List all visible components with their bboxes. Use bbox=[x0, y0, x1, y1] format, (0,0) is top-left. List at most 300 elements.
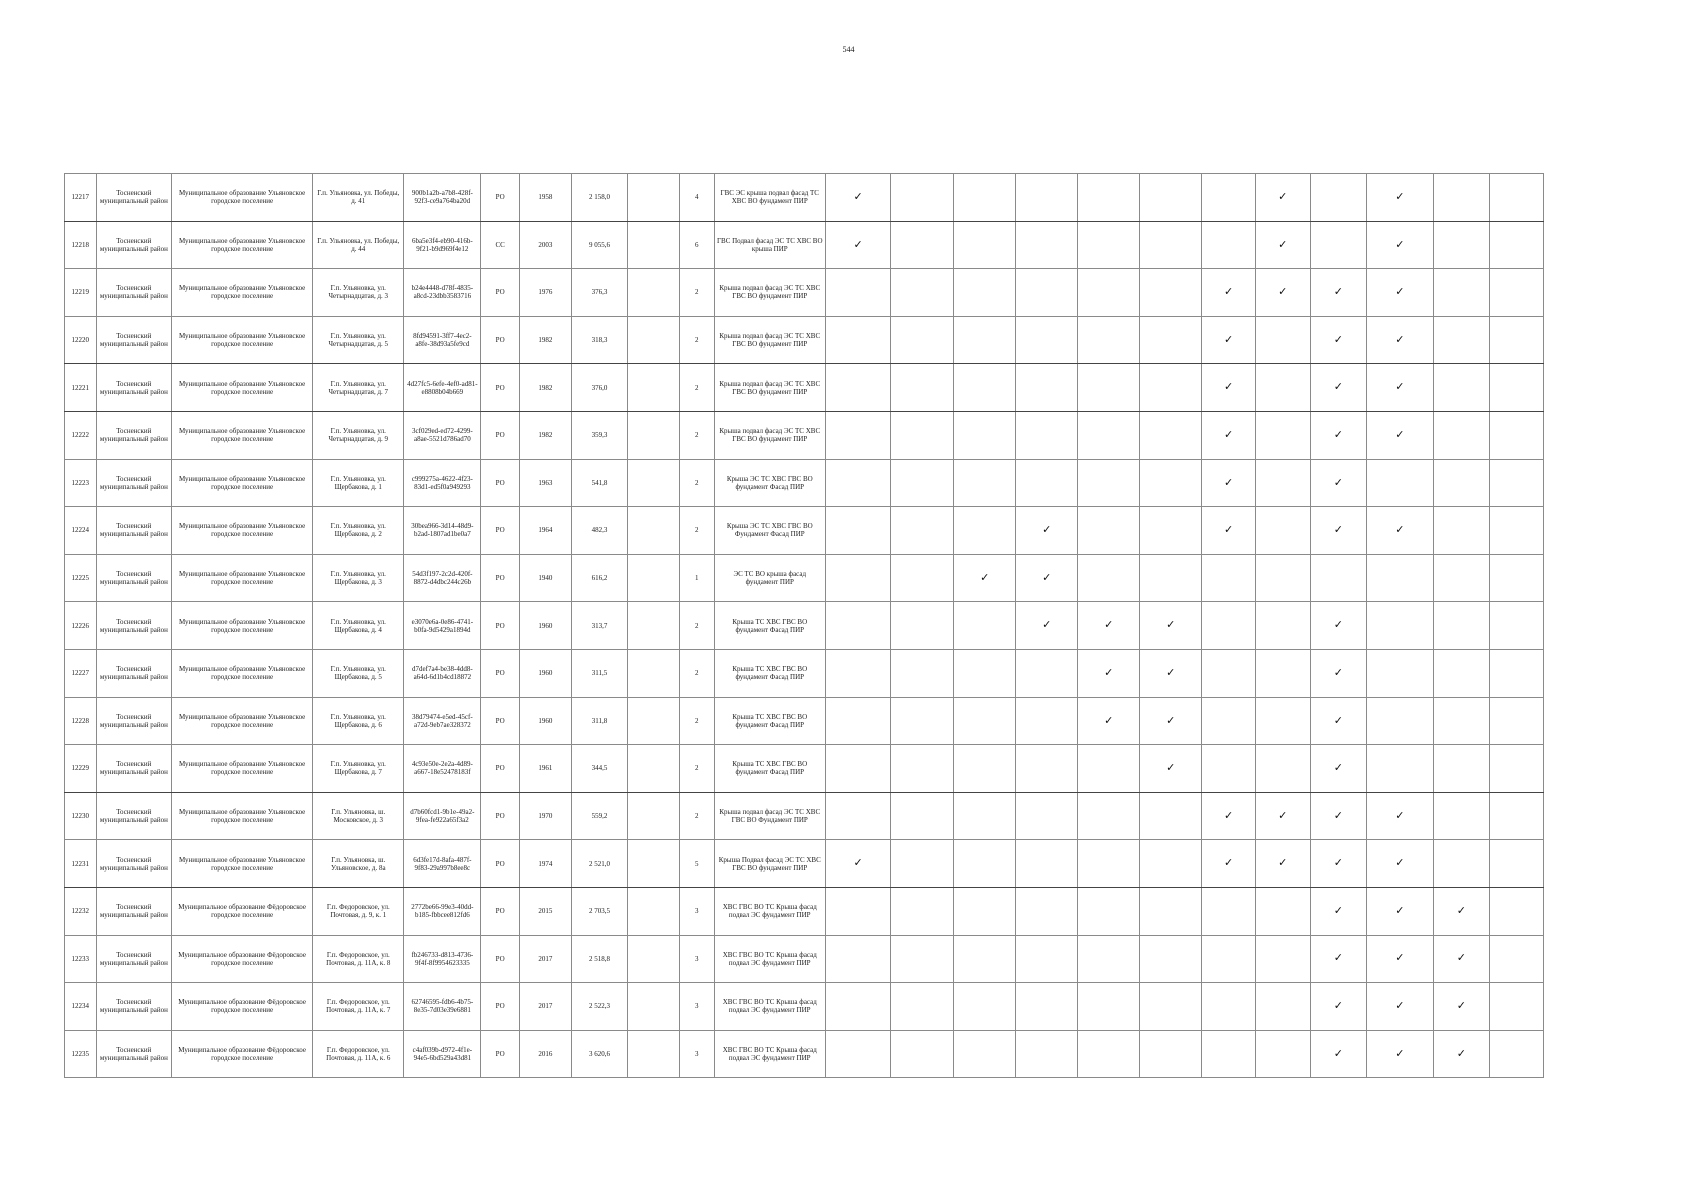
row-number: 12224 bbox=[65, 507, 97, 555]
work-check-cell bbox=[1433, 554, 1490, 602]
work-check-cell bbox=[954, 935, 1016, 983]
work-check-cell bbox=[1310, 364, 1367, 412]
check-mark-icon: ✓ bbox=[1223, 380, 1234, 394]
check-mark-icon: ✓ bbox=[1395, 903, 1405, 917]
district-name: Тосненский муниципальный район bbox=[96, 411, 172, 459]
works-list: ХВС ГВС ВО ТС Крыша фасад подвал ЭС фундамент ПИР bbox=[714, 887, 825, 935]
check-mark-icon: ✓ bbox=[1042, 570, 1052, 584]
table-row bbox=[65, 697, 1544, 745]
work-check-cell bbox=[1016, 697, 1078, 745]
municipality-name: Муниципальное образование Ульяновское городское поселение bbox=[172, 507, 313, 555]
district-name: Тосненский муниципальный район bbox=[96, 1030, 172, 1078]
check-mark-icon: ✓ bbox=[1395, 237, 1405, 251]
work-check-cell bbox=[1078, 221, 1140, 269]
house-guid: c999275a-4622-4f23-83d1-ed5f0a949293 bbox=[404, 459, 481, 507]
row-number: 12229 bbox=[65, 745, 97, 793]
work-check-cell bbox=[825, 649, 890, 697]
check-mark-icon: ✓ bbox=[1333, 665, 1344, 679]
work-check-cell bbox=[1202, 887, 1256, 935]
district-name: Тосненский муниципальный район bbox=[96, 840, 172, 888]
work-check-cell bbox=[1016, 364, 1078, 412]
empty-cell bbox=[628, 269, 680, 317]
work-check-cell bbox=[1367, 364, 1433, 412]
floor-count: 1 bbox=[679, 554, 714, 602]
management-form: РО bbox=[481, 649, 520, 697]
construction-year: 1940 bbox=[520, 554, 572, 602]
work-check-cell bbox=[1140, 792, 1202, 840]
municipality-name: Муниципальное образование Ульяновское городское поселение bbox=[172, 316, 313, 364]
work-check-cell bbox=[1255, 602, 1310, 650]
work-check-cell bbox=[1016, 269, 1078, 317]
total-area: 482,3 bbox=[571, 507, 628, 555]
work-check-cell bbox=[1310, 745, 1367, 793]
work-check-cell bbox=[1367, 745, 1433, 793]
district-name: Тосненский муниципальный район bbox=[96, 602, 172, 650]
total-area: 3 620,6 bbox=[571, 1030, 628, 1078]
floor-count: 2 bbox=[679, 459, 714, 507]
row-number: 12227 bbox=[65, 649, 97, 697]
work-check-cell bbox=[1367, 1030, 1433, 1078]
work-check-cell bbox=[1433, 745, 1490, 793]
address: Г.п. Ульяновка, ул. Четырнадцатая, д. 9 bbox=[313, 411, 404, 459]
work-check-cell bbox=[891, 745, 954, 793]
address: Г.п. Ульяновка, ул. Победы, д. 44 bbox=[313, 221, 404, 269]
construction-year: 1960 bbox=[520, 697, 572, 745]
construction-year: 1976 bbox=[520, 269, 572, 317]
work-check-cell bbox=[1255, 649, 1310, 697]
floor-count: 2 bbox=[679, 411, 714, 459]
work-check-cell bbox=[1202, 745, 1256, 793]
municipality-name: Муниципальное образование Ульяновское городское поселение bbox=[172, 269, 313, 317]
check-mark-icon: ✓ bbox=[1223, 427, 1234, 441]
management-form: РО bbox=[481, 935, 520, 983]
district-name: Тосненский муниципальный район bbox=[96, 221, 172, 269]
works-list: ЭС ТС ВО крыша фасад фундамент ПИР bbox=[714, 554, 825, 602]
total-area: 616,2 bbox=[571, 554, 628, 602]
construction-year: 1974 bbox=[520, 840, 572, 888]
work-check-cell bbox=[1367, 840, 1433, 888]
empty-cell bbox=[628, 649, 680, 697]
house-guid: 6ba5e3f4-eb90-416b-9f21-b9d969f4e12 bbox=[404, 221, 481, 269]
work-check-cell bbox=[1140, 269, 1202, 317]
work-check-cell bbox=[825, 411, 890, 459]
work-check-cell bbox=[1490, 364, 1544, 412]
work-check-cell bbox=[891, 459, 954, 507]
work-check-cell bbox=[825, 1030, 890, 1078]
work-check-cell bbox=[891, 649, 954, 697]
municipality-name: Муниципальное образование Ульяновское городское поселение bbox=[172, 602, 313, 650]
work-check-cell bbox=[954, 316, 1016, 364]
check-mark-icon: ✓ bbox=[1223, 856, 1234, 870]
district-name: Тосненский муниципальный район bbox=[96, 697, 172, 745]
work-check-cell bbox=[1310, 887, 1367, 935]
work-check-cell bbox=[1490, 887, 1544, 935]
construction-year: 1958 bbox=[520, 174, 572, 222]
works-list: Крыша ТС ХВС ГВС ВО фундамент Фасад ПИР bbox=[714, 745, 825, 793]
work-check-cell bbox=[1202, 602, 1256, 650]
address: Г.п. Федоровское, ул. Почтовая, д. 11А, к. 7 bbox=[313, 983, 404, 1031]
work-check-cell bbox=[1016, 411, 1078, 459]
address: Г.п. Ульяновка, ш. Московское, д. 3 bbox=[313, 792, 404, 840]
work-check-cell bbox=[954, 221, 1016, 269]
house-guid: 62746595-fdb6-4b75-8e35-7d03e39e6881 bbox=[404, 983, 481, 1031]
check-mark-icon: ✓ bbox=[1104, 665, 1114, 679]
work-check-cell bbox=[891, 983, 954, 1031]
municipality-name: Муниципальное образование Ульяновское городское поселение bbox=[172, 840, 313, 888]
row-number: 12234 bbox=[65, 983, 97, 1031]
municipality-name: Муниципальное образование Фёдоровское городское поселение bbox=[172, 1030, 313, 1078]
check-mark-icon: ✓ bbox=[1333, 808, 1344, 822]
municipality-name: Муниципальное образование Фёдоровское городское поселение bbox=[172, 983, 313, 1031]
construction-year: 1961 bbox=[520, 745, 572, 793]
work-check-cell bbox=[1202, 364, 1256, 412]
check-mark-icon: ✓ bbox=[1166, 761, 1176, 775]
work-check-cell bbox=[891, 507, 954, 555]
work-check-cell bbox=[1140, 507, 1202, 555]
work-check-cell bbox=[1202, 649, 1256, 697]
check-mark-icon: ✓ bbox=[1166, 665, 1176, 679]
work-check-cell bbox=[825, 602, 890, 650]
municipality-name: Муниципальное образование Ульяновское городское поселение bbox=[172, 411, 313, 459]
row-number: 12223 bbox=[65, 459, 97, 507]
work-check-cell bbox=[1255, 459, 1310, 507]
house-guid: 6d3fe17d-8afa-487f-9f83-29a997b8ee8c bbox=[404, 840, 481, 888]
work-check-cell bbox=[825, 269, 890, 317]
page-number: 544 bbox=[842, 45, 855, 54]
work-check-cell bbox=[1078, 174, 1140, 222]
total-area: 359,3 bbox=[571, 411, 628, 459]
table-row bbox=[65, 221, 1544, 269]
municipality-name: Муниципальное образование Ульяновское городское поселение bbox=[172, 792, 313, 840]
address: Г.п. Ульяновка, ул. Щербакова, д. 7 bbox=[313, 745, 404, 793]
works-list: ХВС ГВС ВО ТС Крыша фасад подвал ЭС фундамент ПИР bbox=[714, 983, 825, 1031]
construction-year: 2017 bbox=[520, 983, 572, 1031]
address: Г.п. Ульяновка, ул. Щербакова, д. 5 bbox=[313, 649, 404, 697]
check-mark-icon: ✓ bbox=[1223, 808, 1234, 822]
work-check-cell bbox=[1490, 935, 1544, 983]
floor-count: 2 bbox=[679, 602, 714, 650]
work-check-cell bbox=[891, 316, 954, 364]
house-guid: 900b1a2b-a7b8-428f-92f3-ce9a764ba20d bbox=[404, 174, 481, 222]
check-mark-icon: ✓ bbox=[1278, 237, 1288, 251]
work-check-cell bbox=[954, 983, 1016, 1031]
work-check-cell bbox=[1490, 507, 1544, 555]
empty-cell bbox=[628, 174, 680, 222]
check-mark-icon: ✓ bbox=[1395, 951, 1405, 965]
empty-cell bbox=[628, 792, 680, 840]
work-check-cell bbox=[954, 745, 1016, 793]
check-mark-icon: ✓ bbox=[1333, 1046, 1344, 1060]
construction-year: 2017 bbox=[520, 935, 572, 983]
empty-cell bbox=[628, 554, 680, 602]
total-area: 2 703,5 bbox=[571, 887, 628, 935]
work-check-cell bbox=[1310, 221, 1367, 269]
address: Г.п. Федоровское, ул. Почтовая, д. 11А, к. 6 bbox=[313, 1030, 404, 1078]
house-guid: 2772be66-99e3-40dd-b185-fbbcee812fd6 bbox=[404, 887, 481, 935]
work-check-cell bbox=[1433, 174, 1490, 222]
district-name: Тосненский муниципальный район bbox=[96, 745, 172, 793]
management-form: РО bbox=[481, 983, 520, 1031]
work-check-cell bbox=[1490, 983, 1544, 1031]
works-list: Крыша ТС ХВС ГВС ВО фундамент Фасад ПИР bbox=[714, 649, 825, 697]
works-list: ХВС ГВС ВО ТС Крыша фасад подвал ЭС фундамент ПИР bbox=[714, 1030, 825, 1078]
address: Г.п. Ульяновка, ул. Щербакова, д. 6 bbox=[313, 697, 404, 745]
work-check-cell bbox=[954, 459, 1016, 507]
work-check-cell bbox=[1140, 316, 1202, 364]
work-check-cell bbox=[1016, 792, 1078, 840]
table-row bbox=[65, 269, 1544, 317]
work-check-cell bbox=[954, 792, 1016, 840]
work-check-cell bbox=[1140, 840, 1202, 888]
row-number: 12220 bbox=[65, 316, 97, 364]
work-check-cell bbox=[1367, 269, 1433, 317]
table-row bbox=[65, 316, 1544, 364]
check-mark-icon: ✓ bbox=[1042, 523, 1052, 537]
work-check-cell bbox=[1490, 745, 1544, 793]
works-list: Крыша Подвал фасад ЭС ТС ХВС ГВС ВО фундамент ПИР bbox=[714, 840, 825, 888]
work-check-cell bbox=[1255, 745, 1310, 793]
check-mark-icon: ✓ bbox=[1223, 285, 1234, 299]
management-form: РО bbox=[481, 364, 520, 412]
empty-cell bbox=[628, 507, 680, 555]
floor-count: 2 bbox=[679, 269, 714, 317]
row-number: 12222 bbox=[65, 411, 97, 459]
construction-year: 1982 bbox=[520, 411, 572, 459]
works-list: Крыша подвал фасад ЭС ТС ХВС ГВС ВО фундамент ПИР bbox=[714, 411, 825, 459]
work-check-cell bbox=[1016, 554, 1078, 602]
work-check-cell bbox=[1016, 459, 1078, 507]
work-check-cell bbox=[1202, 411, 1256, 459]
work-check-cell bbox=[1367, 316, 1433, 364]
work-check-cell bbox=[1255, 221, 1310, 269]
work-check-cell bbox=[1016, 887, 1078, 935]
work-check-cell bbox=[1140, 602, 1202, 650]
work-check-cell bbox=[825, 935, 890, 983]
check-mark-icon: ✓ bbox=[1333, 523, 1344, 537]
work-check-cell bbox=[1367, 649, 1433, 697]
work-check-cell bbox=[1078, 316, 1140, 364]
table-row bbox=[65, 507, 1544, 555]
work-check-cell bbox=[954, 554, 1016, 602]
works-list: Крыша подвал фасад ЭС ТС ХВС ГВС ВО фундамент ПИР bbox=[714, 316, 825, 364]
house-guid: 4c93e50e-2e2a-4d89-a667-18e52478183f bbox=[404, 745, 481, 793]
check-mark-icon: ✓ bbox=[1395, 523, 1405, 537]
work-check-cell bbox=[1078, 935, 1140, 983]
work-check-cell bbox=[1016, 745, 1078, 793]
floor-count: 2 bbox=[679, 364, 714, 412]
total-area: 9 055,6 bbox=[571, 221, 628, 269]
district-name: Тосненский муниципальный район bbox=[96, 364, 172, 412]
table-row bbox=[65, 649, 1544, 697]
row-number: 12219 bbox=[65, 269, 97, 317]
total-area: 311,5 bbox=[571, 649, 628, 697]
works-list: ГВС ЭС крыша подвал фасад ТС ХВС ВО фундамент ПИР bbox=[714, 174, 825, 222]
work-check-cell bbox=[825, 221, 890, 269]
work-check-cell bbox=[1310, 554, 1367, 602]
work-check-cell bbox=[1367, 459, 1433, 507]
management-form: РО bbox=[481, 459, 520, 507]
work-check-cell bbox=[1078, 554, 1140, 602]
row-number: 12232 bbox=[65, 887, 97, 935]
work-check-cell bbox=[1016, 174, 1078, 222]
check-mark-icon: ✓ bbox=[853, 237, 863, 251]
work-check-cell bbox=[1202, 316, 1256, 364]
table-row bbox=[65, 459, 1544, 507]
work-check-cell bbox=[1310, 459, 1367, 507]
work-check-cell bbox=[1433, 792, 1490, 840]
row-number: 12217 bbox=[65, 174, 97, 222]
management-form: РО bbox=[481, 174, 520, 222]
work-check-cell bbox=[825, 983, 890, 1031]
work-check-cell bbox=[1490, 602, 1544, 650]
floor-count: 2 bbox=[679, 316, 714, 364]
table-body bbox=[65, 174, 1544, 1078]
total-area: 2 521,0 bbox=[571, 840, 628, 888]
floor-count: 3 bbox=[679, 887, 714, 935]
work-check-cell bbox=[825, 459, 890, 507]
work-check-cell bbox=[1202, 697, 1256, 745]
row-number: 12233 bbox=[65, 935, 97, 983]
house-guid: 8fd94591-3ff7-4ec2-a8fe-38d93a5fe9cd bbox=[404, 316, 481, 364]
work-check-cell bbox=[1016, 983, 1078, 1031]
address: Г.п. Ульяновка, ул. Четырнадцатая, д. 5 bbox=[313, 316, 404, 364]
empty-cell bbox=[628, 459, 680, 507]
row-number: 12218 bbox=[65, 221, 97, 269]
total-area: 2 518,8 bbox=[571, 935, 628, 983]
empty-cell bbox=[628, 221, 680, 269]
work-check-cell bbox=[1255, 840, 1310, 888]
check-mark-icon: ✓ bbox=[1166, 713, 1176, 727]
work-check-cell bbox=[1016, 221, 1078, 269]
district-name: Тосненский муниципальный район bbox=[96, 174, 172, 222]
district-name: Тосненский муниципальный район bbox=[96, 269, 172, 317]
work-check-cell bbox=[1078, 411, 1140, 459]
check-mark-icon: ✓ bbox=[1333, 475, 1344, 489]
table-row bbox=[65, 745, 1544, 793]
work-check-cell bbox=[1202, 554, 1256, 602]
municipality-name: Муниципальное образование Ульяновское городское поселение bbox=[172, 174, 313, 222]
district-name: Тосненский муниципальный район bbox=[96, 459, 172, 507]
work-check-cell bbox=[825, 554, 890, 602]
check-mark-icon: ✓ bbox=[1223, 523, 1234, 537]
house-guid: d7def7a4-be38-4dd8-a64d-6d1b4cd18872 bbox=[404, 649, 481, 697]
work-check-cell bbox=[1255, 935, 1310, 983]
management-form: РО bbox=[481, 792, 520, 840]
work-check-cell bbox=[1078, 792, 1140, 840]
work-check-cell bbox=[1202, 221, 1256, 269]
check-mark-icon: ✓ bbox=[1333, 761, 1344, 775]
address: Г.п. Ульяновка, ул. Щербакова, д. 4 bbox=[313, 602, 404, 650]
total-area: 311,8 bbox=[571, 697, 628, 745]
check-mark-icon: ✓ bbox=[1333, 380, 1344, 394]
total-area: 2 522,3 bbox=[571, 983, 628, 1031]
work-check-cell bbox=[1140, 364, 1202, 412]
check-mark-icon: ✓ bbox=[1456, 999, 1466, 1013]
table-row bbox=[65, 554, 1544, 602]
municipality-name: Муниципальное образование Фёдоровское городское поселение bbox=[172, 935, 313, 983]
work-check-cell bbox=[1078, 269, 1140, 317]
management-form: СС bbox=[481, 221, 520, 269]
work-check-cell bbox=[825, 507, 890, 555]
work-check-cell bbox=[891, 364, 954, 412]
work-check-cell bbox=[825, 792, 890, 840]
check-mark-icon: ✓ bbox=[1456, 951, 1466, 965]
work-check-cell bbox=[1078, 649, 1140, 697]
work-check-cell bbox=[1140, 411, 1202, 459]
works-list: Крыша ТС ХВС ГВС ВО фундамент Фасад ПИР bbox=[714, 697, 825, 745]
work-check-cell bbox=[1255, 269, 1310, 317]
check-mark-icon: ✓ bbox=[1456, 1046, 1466, 1060]
management-form: РО bbox=[481, 1030, 520, 1078]
house-guid: d7b60fcd1-9b1e-49a2-9fea-fe922a65f3a2 bbox=[404, 792, 481, 840]
construction-year: 1964 bbox=[520, 507, 572, 555]
construction-year: 2015 bbox=[520, 887, 572, 935]
empty-cell bbox=[628, 1030, 680, 1078]
work-check-cell bbox=[825, 697, 890, 745]
work-check-cell bbox=[891, 174, 954, 222]
check-mark-icon: ✓ bbox=[1333, 618, 1344, 632]
district-name: Тосненский муниципальный район bbox=[96, 554, 172, 602]
work-check-cell bbox=[1490, 554, 1544, 602]
work-check-cell bbox=[1310, 697, 1367, 745]
works-list: Крыша ТС ХВС ГВС ВО фундамент Фасад ПИР bbox=[714, 602, 825, 650]
work-check-cell bbox=[1433, 887, 1490, 935]
work-check-cell bbox=[1490, 649, 1544, 697]
floor-count: 5 bbox=[679, 840, 714, 888]
house-guid: fb246733-d813-4736-9f4f-8f9954623335 bbox=[404, 935, 481, 983]
management-form: РО bbox=[481, 507, 520, 555]
work-check-cell bbox=[1202, 792, 1256, 840]
municipality-name: Муниципальное образование Ульяновское городское поселение bbox=[172, 554, 313, 602]
house-guid: e3070e6a-0e86-4741-b0fa-9d5429a1894d bbox=[404, 602, 481, 650]
work-check-cell bbox=[1255, 364, 1310, 412]
empty-cell bbox=[628, 887, 680, 935]
work-check-cell bbox=[1078, 745, 1140, 793]
row-number: 12226 bbox=[65, 602, 97, 650]
address: Г.п. Федоровское, ул. Почтовая, д. 11А, к. 8 bbox=[313, 935, 404, 983]
work-check-cell bbox=[1367, 792, 1433, 840]
address: Г.п. Ульяновка, ул. Победы, д. 41 bbox=[313, 174, 404, 222]
empty-cell bbox=[628, 983, 680, 1031]
row-number: 12235 bbox=[65, 1030, 97, 1078]
address: Г.п. Ульяновка, ул. Щербакова, д. 1 bbox=[313, 459, 404, 507]
work-check-cell bbox=[1367, 935, 1433, 983]
work-check-cell bbox=[954, 411, 1016, 459]
work-check-cell bbox=[1490, 792, 1544, 840]
district-name: Тосненский муниципальный район bbox=[96, 316, 172, 364]
work-check-cell bbox=[1433, 411, 1490, 459]
floor-count: 2 bbox=[679, 649, 714, 697]
empty-cell bbox=[628, 602, 680, 650]
work-check-cell bbox=[1078, 507, 1140, 555]
work-check-cell bbox=[1202, 269, 1256, 317]
work-check-cell bbox=[1078, 1030, 1140, 1078]
work-check-cell bbox=[1433, 364, 1490, 412]
empty-cell bbox=[628, 935, 680, 983]
house-guid: 54d3f197-2c2d-420f-8872-d4dbc244c26b bbox=[404, 554, 481, 602]
work-check-cell bbox=[1490, 411, 1544, 459]
total-area: 376,3 bbox=[571, 269, 628, 317]
work-check-cell bbox=[1367, 174, 1433, 222]
district-name: Тосненский муниципальный район bbox=[96, 792, 172, 840]
check-mark-icon: ✓ bbox=[1395, 189, 1405, 203]
row-number: 12225 bbox=[65, 554, 97, 602]
work-check-cell bbox=[1310, 507, 1367, 555]
row-number: 12221 bbox=[65, 364, 97, 412]
work-check-cell bbox=[1202, 1030, 1256, 1078]
floor-count: 2 bbox=[679, 745, 714, 793]
check-mark-icon: ✓ bbox=[1104, 618, 1114, 632]
